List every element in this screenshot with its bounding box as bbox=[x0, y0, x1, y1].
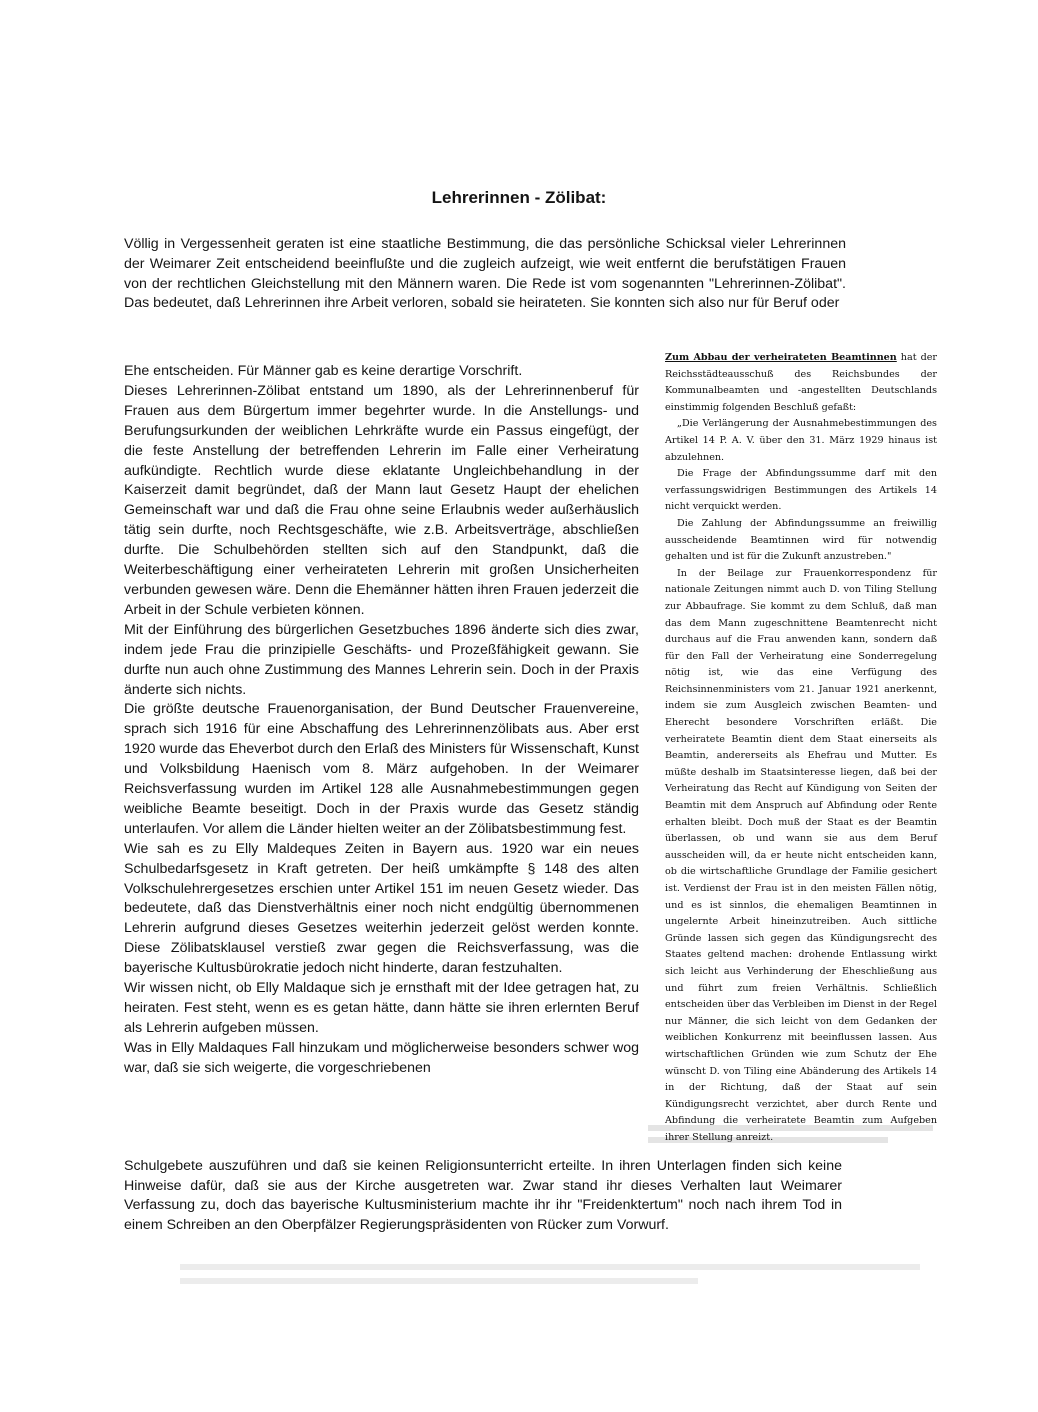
body-paragraph: Wie sah es zu Elly Maldeques Zeiten in Bayern aus. 1920 war ein neues Schulbedarfsgesetz in Kraft getreten. Der heiß umkämpfte § 148 des alten Volkschulehrergesetzes erschien unter Artikel 151 im neuen Gesetz wieder. Das bedeutete, daß das Dienstverhältnis einer noch nicht endgültig übernommenen Lehrerin aufgrund dieses Gesetzes weiterhin jederzeit gelöst werden konnte. Diese Zölibatsklausel verstieß zwar gegen die Reichsverfassung, was die bayerische Kultusbürokratie jedoch nicht hinderte, daran festzuhalten. bbox=[124, 840, 639, 977]
main-text-column bbox=[124, 362, 639, 1079]
clipping-paragraph: Die Zahlung der Abfindungssumme an freiwillig ausscheidende Beamtinnen wird für notwendig gehalten und ist für die Zukunft anzustreben." bbox=[665, 517, 937, 563]
page-title: Lehrerinnen - Zölibat: bbox=[431, 188, 607, 207]
body-paragraph: Wir wissen nicht, ob Elly Maldaque sich je ernsthaft mit der Idee getragen hat, zu heiraten. Fest steht, wenn es es getan hätte, dann hätte sie ihren erlernten Beruf als Lehrerin aufgeben müssen. bbox=[124, 980, 639, 1036]
clipping-lead-text: hat der Reichsstädteausschuß des Reichsbundes der Kommunalbeamten und -angestellten Deutschlands einstimmig folgenden Beschluß gefaßt: bbox=[665, 352, 937, 413]
clipping-paragraph: „Die Verlängerung der Ausnahmebestimmungen des Artikel 14 P. A. V. über den 31. März 1929 hinaus ist abzulehnen. bbox=[665, 418, 937, 463]
intro-paragraph: Völlig in Vergessenheit geraten ist eine staatliche Bestimmung, die das persönliche Schicksal vieler Lehrerinnen der Weimarer Zeit entscheidend beeinflußte und die zugleich aufzeigt, wie weit entfernt die berufstätigen Frauen von der rechtlichen Gleichstellung mit den Männern waren. Die Rede ist vom sogenannten "Lehrerinnen-Zölibat". Das bedeutet, daß Lehrerinnen ihre Arbeit verloren, sobald sie heirateten. Sie konnten sich also nur für Beruf oder bbox=[124, 236, 846, 312]
clipping-paragraph: Die Frage der Abfindungssumme darf mit den verfassungswidrigen Bestimmungen des Artikels 14 nicht verquickt werden. bbox=[665, 468, 937, 513]
body-paragraph: Mit der Einführung des bürgerlichen Gesetzbuches 1896 änderte sich dies zwar, indem jede Frau die prinzipielle Geschäfts- und Prozeßfähigkeit gewann. Sie durfte nun auch ohne Zustimmung des Mannes Lehrerin sein. Doch in der Praxis änderte sich nichts. bbox=[124, 621, 639, 698]
body-paragraph: Die größte deutsche Frauenorganisation, der Bund Deutscher Frauenvereine, sprach sich 1916 für eine Abschaffung des Lehrerinnenzölibats aus. Aber erst 1920 wurde das Eheverbot durch den Erlaß des Ministers für Wissenschaft, Kunst und Volksbildung Haenisch vom 8. März aufgehoben. In der Weimarer Reichsverfassung wurden im Artikel 128 alle Ausnahmebestimmungen gegen weibliche Beamte beseitigt. Doch in der Praxis wurde das Gesetz ständig unterlaufen. Vor allem die Länder hielten weiter an der Zölibatsbestimmung fest. bbox=[124, 701, 639, 837]
body-paragraph: Was in Elly Maldaques Fall hinzukam und möglicherweise besonders schwer wog war, daß sie sich weigerte, die vorgeschriebenen bbox=[124, 1039, 639, 1076]
clipping-paragraph: In der Beilage zur Frauenkorrespondenz für nationale Zeitungen nimmt auch D. von Tiling Stellung zur Abbaufrage. Sie kommt zu dem Schluß, daß man das dem Mann zugeschnittene Beamtenrecht nicht durchaus auf die Frau anwenden kann, sondern daß für den Fall der Verheiratung eine Sonderregelung nötig ist, wie das eine Verfügung des Reichsinnenministers vom 21. Januar 1921 anerkennt, indem sie zum Ausgleich zwischen Beamten- und Eherecht besondere Vorschriften erläßt. Die verheiratete Beamtin dient dem Staat einerseits als Beamtin, andererseits als Ehefrau und Mutter. Es müßte deshalb im Staatsinteresse liegen, daß bei der Verheiratung das Recht auf Kündigung von Seiten der Beamtin mit dem Anspruch auf Abfindung oder Rente erhalten bleibt. Doch muß der Staat es der Beamtin überlassen, ob und wann sie aus dem Beruf ausscheiden will, da er heute nicht entscheiden kann, ob die wirtschaftliche Grundlage der Familie gesichert ist. Verdienst der Frau ist in den meisten Fällen nötig, und es ist sinnlos, die ehemaligen Beamtinnen in ungelernte Arbeit hineinzutreiben. Auch sittliche Gründe lassen sich gegen das Kündigungsrecht des Staates geltend machen: drohende Entlassung wirkt sich leicht aus Verhinderung der Eheschließung aus und führt zum freien Verhältnis. Schließlich entscheiden über das Verbleiben im Dienst in der Regel nur Männer, die sich leicht von dem Gedanken der weiblichen Konkurrenz mit beeinflussen lassen. Aus wirtschaftlichen Gründen wie zum Schutz der Ehe wünscht D. von Tiling eine Abänderung des Artikels 14 in der Richtung, daß der Staat auf sein Kündigungsrecht verzichtet, aber durch Rente und Abfindung die verheiratete Beamtin zum Aufgeben ihrer Stellung anreizt. bbox=[665, 567, 937, 1143]
newspaper-clipping bbox=[665, 350, 937, 1147]
body-paragraph: Ehe entscheiden. Für Männer gab es keine derartige Vorschrift. bbox=[124, 363, 523, 379]
bleed-through-decoration bbox=[180, 1262, 920, 1302]
body-paragraph: Dieses Lehrerinnen-Zölibat entstand um 1890, als der Lehrerinnenberuf für Frauen aus dem Bürgertum immer begehrter wurde. In die Anstellungs- und Berufungsurkunden der weiblichen Lehrkräfte wurde ein Passus eingefügt, der die feste Anstellung der betreffenden Lehrerin im Falle einer Verheiratung aufkündigte. Rechtlich wurde diese eklatante Ungleichbehandlung in der Kaiserzeit damit begründet, daß der Mann laut Gesetz Haupt der ehelichen Gemeinschaft war und daß die Frau ohne seine Erlaubnis weder außerhäuslich tätig sein durfte, noch Rechtsgeschäfte, wie z.B. Arbeitsverträge, abschließen durfte. Die Schulbehörden stellten sich auf den Standpunkt, daß die Weiterbeschäftigung einer verheirateten Lehrerin mit großen Unsicherheiten verbunden gewesen wäre. Denn die Ehemänner hätten ihren Frauen jederzeit die Arbeit in der Schule verbieten können. bbox=[124, 382, 639, 618]
clipping-headline: Zum Abbau der verheirateten Beamtinnen bbox=[665, 352, 897, 363]
closing-paragraph: Schulgebete auszuführen und daß sie keinen Religionsunterricht erteilte. In ihren Unterlagen finden sich keine Hinweise dafür, daß sie aus der Kirche ausgetreten war. Zwar stand ihr dieses Verhalten laut Weimarer Verfassung zu, doch das bayerische Kultusministerium machte ihr ihr "Freidenktertum" noch nach ihrem Tod in einem Schreiben an den Oberpfälzer Regierungspräsidenten von Rücker zum Vorwurf. bbox=[124, 1158, 842, 1233]
clipping-lead bbox=[665, 350, 937, 416]
